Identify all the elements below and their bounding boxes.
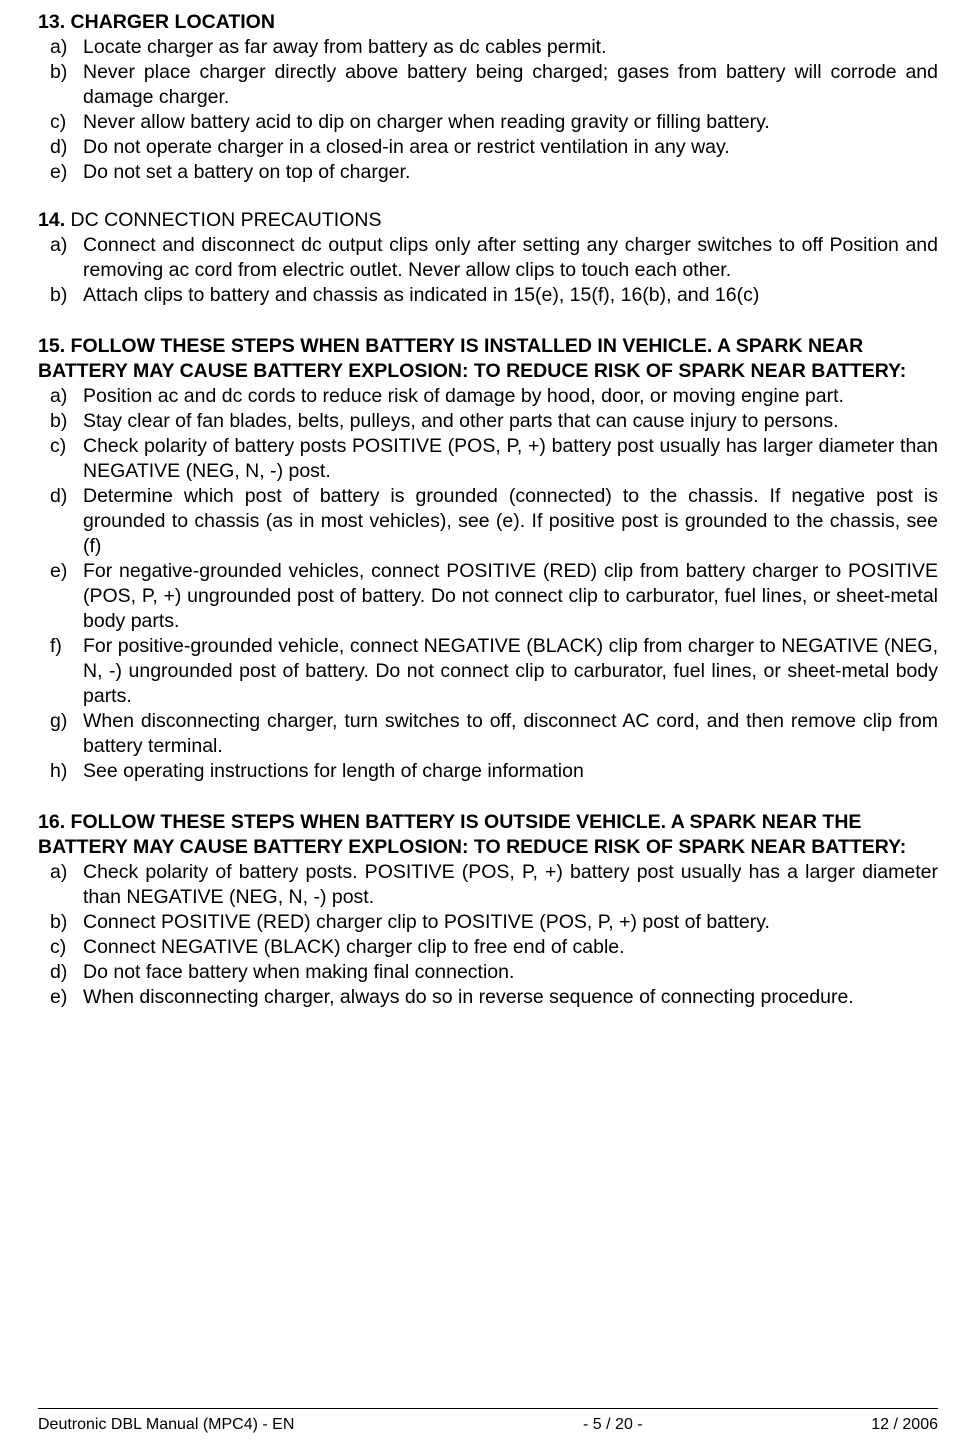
section-13-title: CHARGER LOCATION (70, 11, 275, 33)
footer-page-number: - 5 / 20 - (583, 1416, 643, 1433)
list-item-text: Connect and disconnect dc output clips only after setting any charger switches to off Position and removing ac cord from electric outlet. Never allow clips to touch each other. (83, 234, 938, 281)
list-item (38, 860, 938, 910)
section-14-number: 14. (38, 209, 66, 231)
list-item (38, 233, 938, 283)
list-item-marker: f) (50, 635, 62, 657)
section-13 (38, 10, 938, 185)
list-item-text: Connect POSITIVE (RED) charger clip to POSITIVE (POS, P, +) post of battery. (83, 911, 770, 933)
list-item-marker: c) (50, 111, 67, 133)
section-13-heading (38, 10, 938, 35)
section-14-list (38, 233, 938, 308)
section-14 (38, 208, 938, 308)
list-item (38, 283, 938, 308)
list-item (38, 559, 938, 634)
list-item-marker: e) (50, 161, 68, 183)
list-item-text: When disconnecting charger, turn switches to off, disconnect AC cord, and then remove clip from battery terminal. (83, 710, 938, 757)
list-item (38, 384, 938, 409)
spacer (38, 308, 938, 334)
list-item-marker: a) (50, 234, 68, 256)
list-item (38, 634, 938, 709)
list-item-text: Locate charger as far away from battery as dc cables permit. (83, 36, 607, 58)
list-item-marker: d) (50, 136, 68, 158)
section-13-list (38, 35, 938, 185)
section-14-heading (38, 208, 938, 233)
section-13-number: 13. (38, 11, 66, 33)
list-item-text: Check polarity of battery posts POSITIVE (POS, P, +) battery post usually has larger diameter than NEGATIVE (NEG, N, -) post. (83, 435, 938, 482)
list-item-marker: b) (50, 911, 68, 933)
list-item-text: When disconnecting charger, always do so in reverse sequence of connecting procedure. (83, 986, 854, 1008)
list-item (38, 484, 938, 559)
list-item (38, 409, 938, 434)
list-item-text: Do not set a battery on top of charger. (83, 161, 411, 183)
list-item-text: Never place charger directly above battery being charged; gases from battery will corrode and damage charger. (83, 61, 938, 108)
list-item-text: See operating instructions for length of charge information (83, 760, 584, 782)
list-item (38, 960, 938, 985)
list-item-marker: a) (50, 36, 68, 58)
list-item (38, 434, 938, 484)
list-item (38, 110, 938, 135)
list-item-marker: d) (50, 485, 68, 507)
list-item (38, 935, 938, 960)
list-item-marker: c) (50, 435, 67, 457)
section-15-number: 15. (38, 335, 66, 357)
list-item (38, 60, 938, 110)
list-item-text: For positive-grounded vehicle, connect NEGATIVE (BLACK) clip from charger to NEGATIVE (NEG, N, -) ungrounded post of battery. Do not connect clip to carburator, fuel lines, or sheet-metal body parts. (83, 635, 938, 707)
list-item-marker: e) (50, 560, 68, 582)
section-16-number: 16. (38, 811, 66, 833)
list-item (38, 985, 938, 1010)
list-item-marker: g) (50, 710, 68, 732)
section-15-title: FOLLOW THESE STEPS WHEN BATTERY IS INSTALLED IN VEHICLE. A SPARK NEAR BATTERY MAY CAUSE BATTERY EXPLOSION: TO REDUCE RISK OF SPARK NEAR BATTERY: (38, 335, 907, 382)
list-item (38, 160, 938, 185)
list-item-marker: a) (50, 385, 68, 407)
page-footer (38, 1408, 938, 1435)
list-item (38, 759, 938, 784)
list-item-text: Attach clips to battery and chassis as indicated in 15(e), 15(f), 16(b), and 16(c) (83, 284, 760, 306)
list-item (38, 35, 938, 60)
spacer (38, 784, 938, 810)
list-item-marker: a) (50, 861, 68, 883)
section-16 (38, 810, 938, 1010)
list-item-marker: b) (50, 410, 68, 432)
list-item-marker: b) (50, 61, 68, 83)
list-item-text: Position ac and dc cords to reduce risk of damage by hood, door, or moving engine part. (83, 385, 844, 407)
section-15 (38, 334, 938, 784)
section-16-title: FOLLOW THESE STEPS WHEN BATTERY IS OUTSIDE VEHICLE. A SPARK NEAR THE BATTERY MAY CAUSE BATTERY EXPLOSION: TO REDUCE RISK OF SPARK NEAR BATTERY: (38, 811, 907, 858)
list-item-text: For negative-grounded vehicles, connect POSITIVE (RED) clip from battery charger to POSITIVE (POS, P, +) ungrounded post of battery. Do not connect clip to carburator, fuel lines, or sheet-metal body parts. (83, 560, 938, 632)
page-content (38, 10, 938, 1010)
list-item (38, 910, 938, 935)
section-15-list (38, 384, 938, 784)
list-item-text: Stay clear of fan blades, belts, pulleys, and other parts that can cause injury to persons. (83, 410, 839, 432)
list-item (38, 135, 938, 160)
spacer (38, 185, 938, 208)
list-item (38, 709, 938, 759)
section-15-heading (38, 334, 938, 384)
list-item-text: Do not operate charger in a closed-in area or restrict ventilation in any way. (83, 136, 730, 158)
list-item-text: Determine which post of battery is grounded (connected) to the chassis. If negative post is grounded to chassis (as in most vehicles), see (e). If positive post is grounded to the chassis, see (f) (83, 485, 938, 557)
footer-date: 12 / 2006 (871, 1416, 938, 1433)
list-item-marker: d) (50, 961, 68, 983)
list-item-marker: h) (50, 760, 68, 782)
section-16-list (38, 860, 938, 1010)
list-item-marker: e) (50, 986, 68, 1008)
list-item-text: Connect NEGATIVE (BLACK) charger clip to free end of cable. (83, 936, 625, 958)
section-16-heading (38, 810, 938, 860)
list-item-text: Never allow battery acid to dip on charger when reading gravity or filling battery. (83, 111, 770, 133)
footer-document-title: Deutronic DBL Manual (MPC4) - EN (38, 1416, 295, 1433)
list-item-text: Do not face battery when making final connection. (83, 961, 515, 983)
list-item-marker: b) (50, 284, 68, 306)
list-item-text: Check polarity of battery posts. POSITIVE (POS, P, +) battery post usually has a larger diameter than NEGATIVE (NEG, N, -) post. (83, 861, 938, 908)
list-item-marker: c) (50, 936, 67, 958)
section-14-title: DC CONNECTION PRECAUTIONS (70, 209, 382, 231)
